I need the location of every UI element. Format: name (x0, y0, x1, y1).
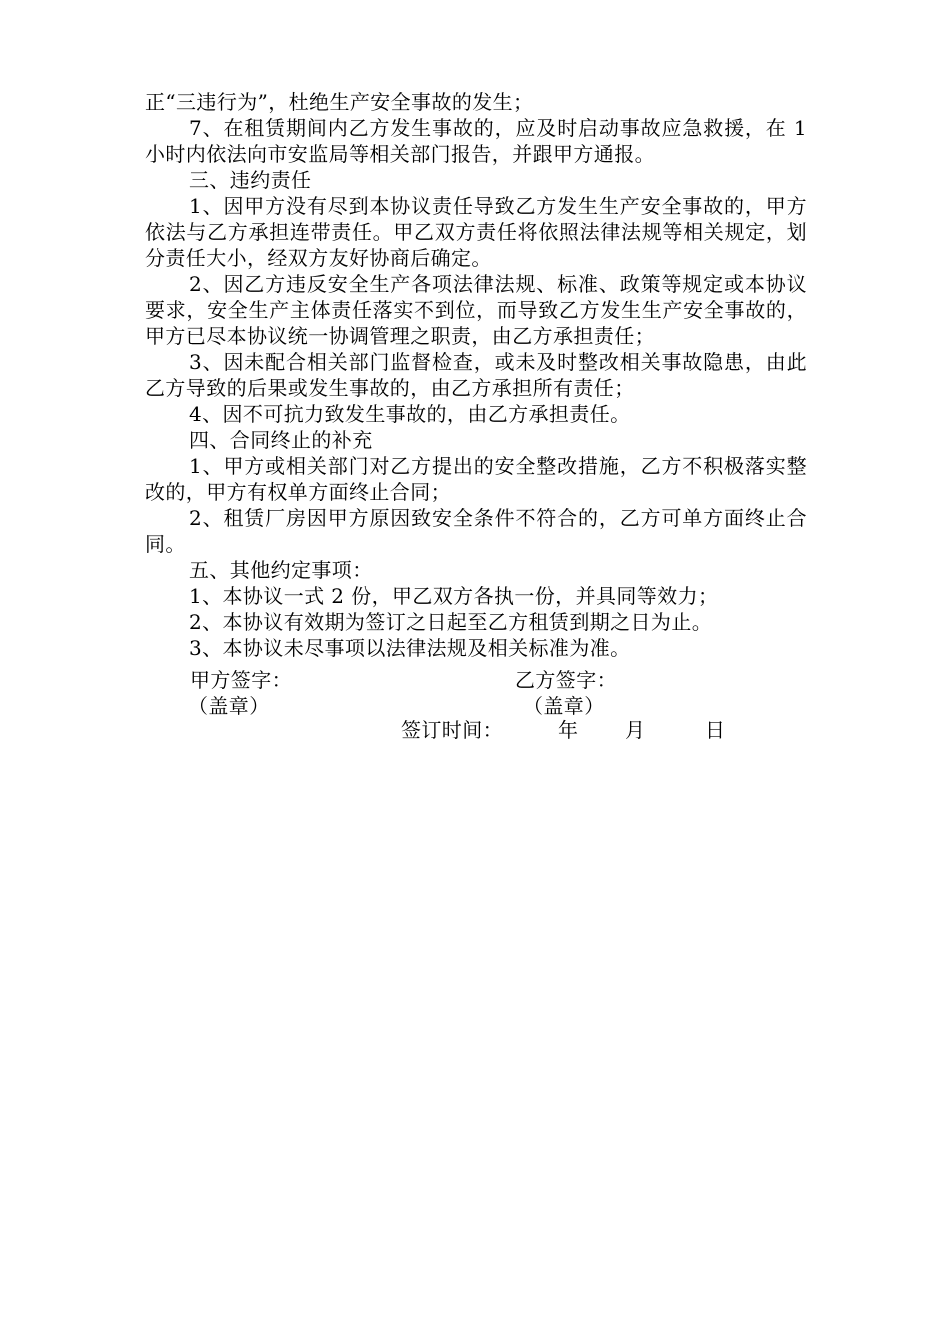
date-month: 月 (625, 718, 646, 742)
paragraph: 7、在租赁期间内乙方发生事故的，应及时启动事故应急救援，在 1 小时内依法向市安监局等相关部门报告，并跟甲方通报。 (145, 116, 807, 166)
paragraph: 2、因乙方违反安全生产各项法律法规、标准、政策等规定或本协议要求，安全生产主体责任落实不到位，而导致乙方发生生产安全事故的，甲方已尽本协议统一协调管理之职责，由乙方承担责任； (145, 272, 807, 348)
paragraph: 五、其他约定事项： (189, 558, 373, 582)
paragraph: 1、因甲方没有尽到本协议责任导致乙方发生生产安全事故的，甲方依法与乙方承担连带责任。甲乙双方责任将依照法律法规等相关规定，划分责任大小，经双方友好协商后确定。 (145, 194, 807, 270)
paragraph: 2、租赁厂房因甲方原因致安全条件不符合的，乙方可单方面终止合同。 (145, 506, 807, 556)
paragraph: 四、合同终止的补充 (189, 428, 373, 452)
party-a-seal-label: （盖章） (188, 694, 270, 718)
agreement-body (145, 89, 807, 661)
paragraph: 1、甲方或相关部门对乙方提出的安全整改措施，乙方不积极落实整改的，甲方有权单方面终止合同； (145, 454, 807, 504)
paragraph: 3、因未配合相关部门监督检查，或未及时整改相关事故隐患，由此乙方导致的后果或发生事故的，由乙方承担所有责任； (145, 350, 807, 400)
signing-date-label: 签订时间： (401, 718, 503, 742)
party-b-seal-label: （盖章） (523, 694, 605, 718)
paragraph: 3、本协议未尽事项以法律法规及相关标准为准。 (189, 636, 631, 660)
paragraph: 三、违约责任 (189, 168, 312, 192)
party-a-signature-label: 甲方签字： (190, 668, 292, 692)
paragraph: 1、本协议一式 2 份，甲乙双方各执一份，并具同等效力； (189, 584, 719, 608)
date-year: 年 (558, 718, 579, 742)
party-b-signature-label: 乙方签字： (515, 668, 617, 692)
date-day: 日 (705, 718, 726, 742)
paragraph: 2、本协议有效期为签订之日起至乙方租赁到期之日为止。 (189, 610, 713, 634)
paragraph: 4、因不可抗力致发生事故的，由乙方承担责任。 (189, 402, 631, 426)
paragraph: 正“三违行为”，杜绝生产安全事故的发生； (145, 90, 534, 114)
